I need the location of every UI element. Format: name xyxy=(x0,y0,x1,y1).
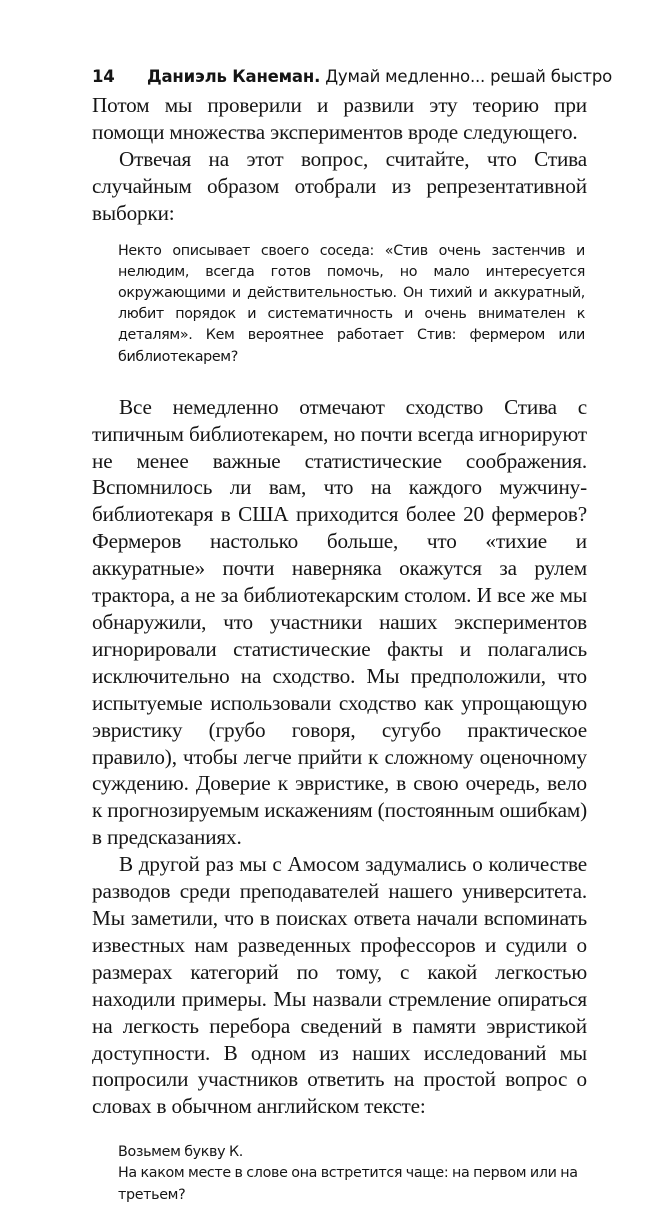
quote-steve: Некто описывает своего соседа: «Стив очень застенчив и нелюдим, всегда готов помочь, но мало интересуется окружающими и действительностью. Он тихий и аккуратный, любит порядок и систематичность и очень внимателен к деталям». Кем вероятнее работает Стив: фермером или библиотекарем? xyxy=(118,242,585,365)
quote-letter-k-line-1: Возьмем букву К. xyxy=(118,1144,243,1161)
page-number: 14 xyxy=(92,67,115,86)
book-page xyxy=(92,62,612,1206)
running-head-author: Даниэль Канеман. xyxy=(147,67,321,86)
paragraph-4: В другой раз мы с Амосом задумались о количестве разводов среди преподавателей нашего университета. Мы заметили, что в поисках ответа начали вспоминать известных нам разведенных профессоров и судили о размерах категорий по тому, с какой легкостью находили примеры. Мы назвали стремление опираться на легкость перебора сведений в памяти эвристикой доступности. В одном из наших исследований мы попросили участников ответить на простой вопрос о словах в обычном английском тексте: xyxy=(92,852,587,1119)
quote-letter-k xyxy=(118,1142,585,1206)
paragraph-3: Все немедленно отмечают сходство Стива с типичным библиотекарем, но почти всегда игнорируют не менее важные статистические соображения. Вспомнилось ли вам, что на каждого мужчину-библиотекаря в США приходится более 20 фермеров? Фермеров настолько больше, что «тихие и аккуратные» почти наверняка окажутся за рулем трактора, а не за библиотекарским столом. И все же мы обнаружили, что участники наших экспериментов игнорировали статистические факты и полагались исключительно на сходство. Мы предположили, что испытуемые использовали сходство как упрощающую эвристику (грубо говоря, сугубо практическое правило), чтобы легче прийти к сложному оценочному суждению. Доверие к эвристике, в свою очередь, вело к прогнозируемым искажениям (постоянным ошибкам) в предсказаниях. xyxy=(92,394,587,850)
quote-letter-k-line-2: На каком месте в слове она встретится чаще: на первом или на третьем? xyxy=(118,1165,578,1203)
paragraph-1: Потом мы проверили и развили эту теорию при помощи множества экспериментов вроде следующего. xyxy=(92,93,587,144)
paragraph-2: Отвечая на этот вопрос, считайте, что Стива случайным образом отобрали из репрезентативной выборки: xyxy=(92,146,587,225)
running-head xyxy=(92,62,612,92)
running-head-title: Думай медленно... решай быстро xyxy=(325,67,612,86)
